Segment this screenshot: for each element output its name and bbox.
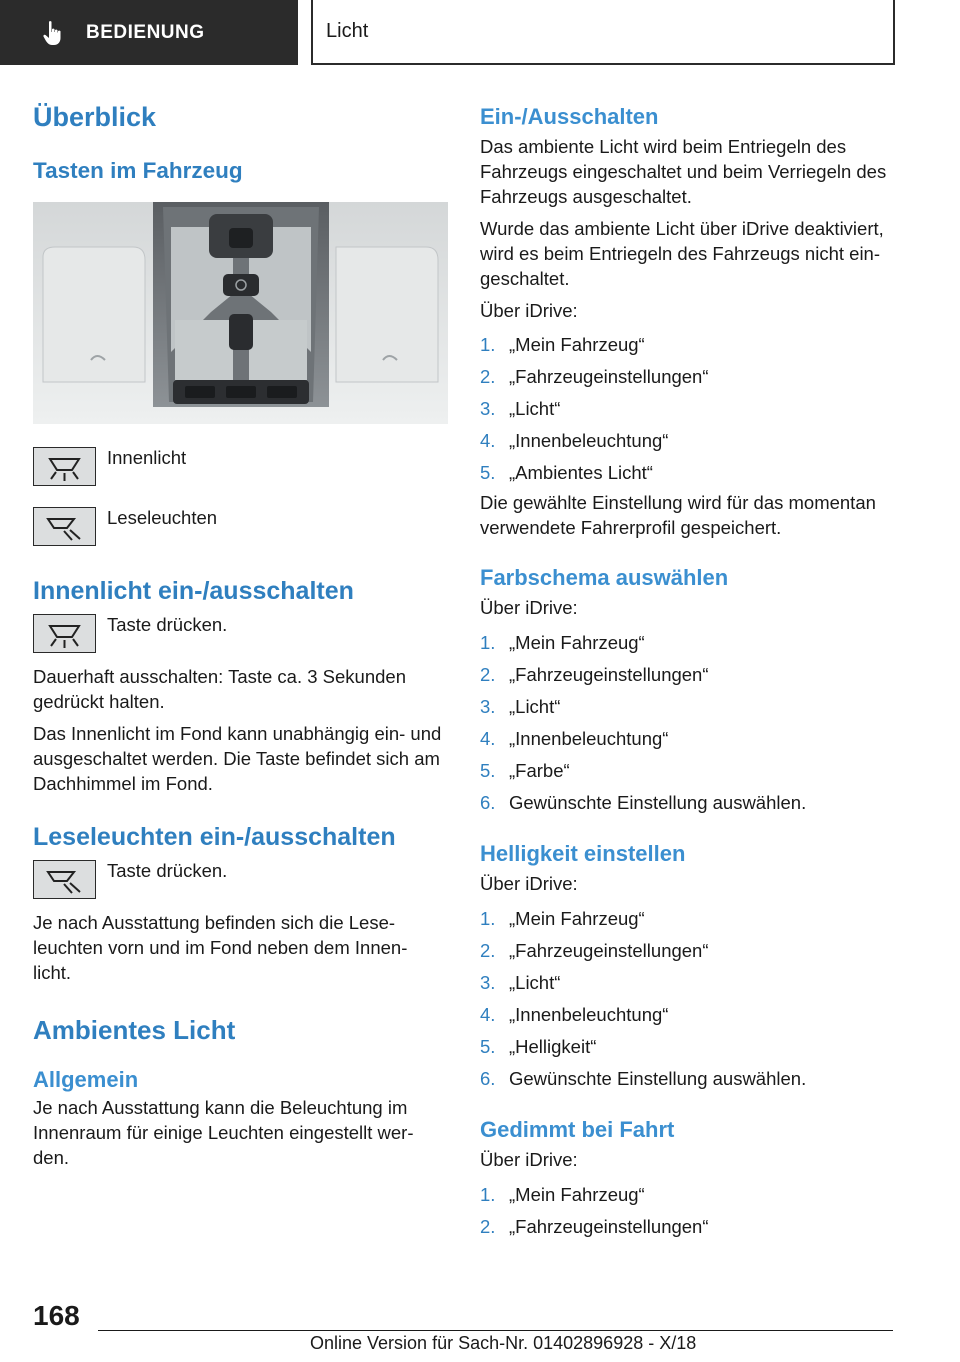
list-item: 3. „Licht“ [480, 696, 561, 717]
key-row-reading-2 [33, 860, 448, 899]
chapter-title: Licht [326, 20, 369, 42]
list-item: 1. „Mein Fahrzeug“ [480, 908, 645, 929]
section-title: BEDIENUNG [86, 21, 205, 43]
section-tab [0, 0, 298, 65]
footer-divider [98, 1330, 893, 1331]
roof-console-photo [33, 202, 448, 424]
list-item: 2. „Fahrzeugeinstellungen“ [480, 1216, 709, 1237]
press-key-text: Taste drücken. [107, 614, 228, 635]
overview-heading: Überblick [33, 102, 157, 132]
color-via: Über iDrive: [480, 597, 578, 618]
reading-light-icon [33, 507, 96, 546]
key-row-interior-2 [33, 614, 448, 653]
brightness-heading: Helligkeit einstellen [480, 841, 686, 866]
list-item: 1. „Mein Fahrzeug“ [480, 632, 645, 653]
brightness-via: Über iDrive: [480, 873, 578, 894]
reading-paragraph-1: Je nach Ausstattung befinden sich die Lese- leuchten vorn und im Fond neben dem Innen- licht. [33, 912, 408, 983]
interior-light-icon [33, 447, 96, 486]
list-item: 5. „Farbe“ [480, 760, 570, 781]
list-item: 2. „Fahrzeugeinstellungen“ [480, 664, 709, 685]
list-item: 1. „Mein Fahrzeug“ [480, 334, 645, 355]
key-label-interior: Innenlicht [107, 447, 187, 468]
list-item: 5. „Ambientes Licht“ [480, 462, 653, 483]
list-item: 3. „Licht“ [480, 972, 561, 993]
buttons-heading: Tasten im Fahrzeug [33, 158, 243, 183]
chapter-tab [311, 0, 895, 65]
onoff-after: Die gewählte Einstellung wird für das momentan verwendete Fahrerprofil gespeichert. [480, 492, 876, 538]
list-item: 2. „Fahrzeugeinstellungen“ [480, 366, 709, 387]
dimmed-heading: Gedimmt bei Fahrt [480, 1117, 675, 1142]
list-item: 6. Gewünschte Einstellung auswählen. [480, 1068, 807, 1089]
list-item: 1. „Mein Fahrzeug“ [480, 1184, 645, 1205]
onoff-paragraph-2: Wurde das ambiente Licht über iDrive deaktiviert, wird es beim Entriegeln des Fahrzeugs nicht ein- geschaltet. [480, 218, 884, 289]
online-version-text: Online Version für Sach-Nr. 01402896928 - X/18 [310, 1333, 697, 1353]
color-heading: Farbschema auswählen [480, 565, 729, 590]
dimmed-via: Über iDrive: [480, 1149, 578, 1170]
onoff-steps [480, 329, 900, 489]
list-item: 4. „Innenbeleuchtung“ [480, 1004, 669, 1025]
ambient-heading: Ambientes Licht [33, 1015, 236, 1045]
key-label-reading: Leseleuchten [107, 507, 218, 528]
page-number: 168 [33, 1300, 80, 1331]
right-column [480, 100, 900, 1243]
key-row-interior [33, 447, 448, 486]
list-item: 4. „Innenbeleuchtung“ [480, 728, 669, 749]
key-row-reading [33, 507, 448, 546]
list-item: 2. „Fahrzeugeinstellungen“ [480, 940, 709, 961]
interior-paragraph-1: Dauerhaft ausschalten: Taste ca. 3 Sekunden gedrückt halten. [33, 666, 406, 712]
onoff-paragraph-1: Das ambiente Licht wird beim Entriegeln des Fahrzeugs eingeschaltet und beim Verriegeln des Fahrzeugs ausgeschaltet. [480, 136, 887, 207]
press-key-text: Taste drücken. [107, 860, 228, 881]
interior-heading: Innenlicht ein-/ausschalten [33, 577, 354, 605]
list-item: 3. „Licht“ [480, 398, 561, 419]
ambient-paragraph-1: Je nach Ausstattung kann die Beleuchtung im Innenraum für einige Leuchten eingestellt wer- den. [33, 1097, 414, 1168]
reading-light-icon [33, 860, 96, 899]
left-column [33, 100, 448, 1170]
interior-paragraph-2: Das Innenlicht im Fond kann unabhängig ein- und ausgeschaltet werden. Die Taste befindet sich am Dachhimmel im Fond. [33, 723, 442, 794]
hand-pointer-icon [42, 20, 64, 46]
general-subheading: Allgemein [33, 1067, 139, 1092]
list-item: 6. Gewünschte Einstellung auswählen. [480, 792, 807, 813]
brightness-steps [480, 903, 900, 1095]
dimmed-steps [480, 1179, 900, 1243]
reading-heading: Leseleuchten ein-/ausschalten [33, 823, 396, 851]
interior-light-icon [33, 614, 96, 653]
list-item: 4. „Innenbeleuchtung“ [480, 430, 669, 451]
onoff-heading: Ein-/Ausschalten [480, 104, 659, 129]
color-steps [480, 627, 900, 819]
list-item: 5. „Helligkeit“ [480, 1036, 597, 1057]
onoff-via: Über iDrive: [480, 300, 578, 321]
